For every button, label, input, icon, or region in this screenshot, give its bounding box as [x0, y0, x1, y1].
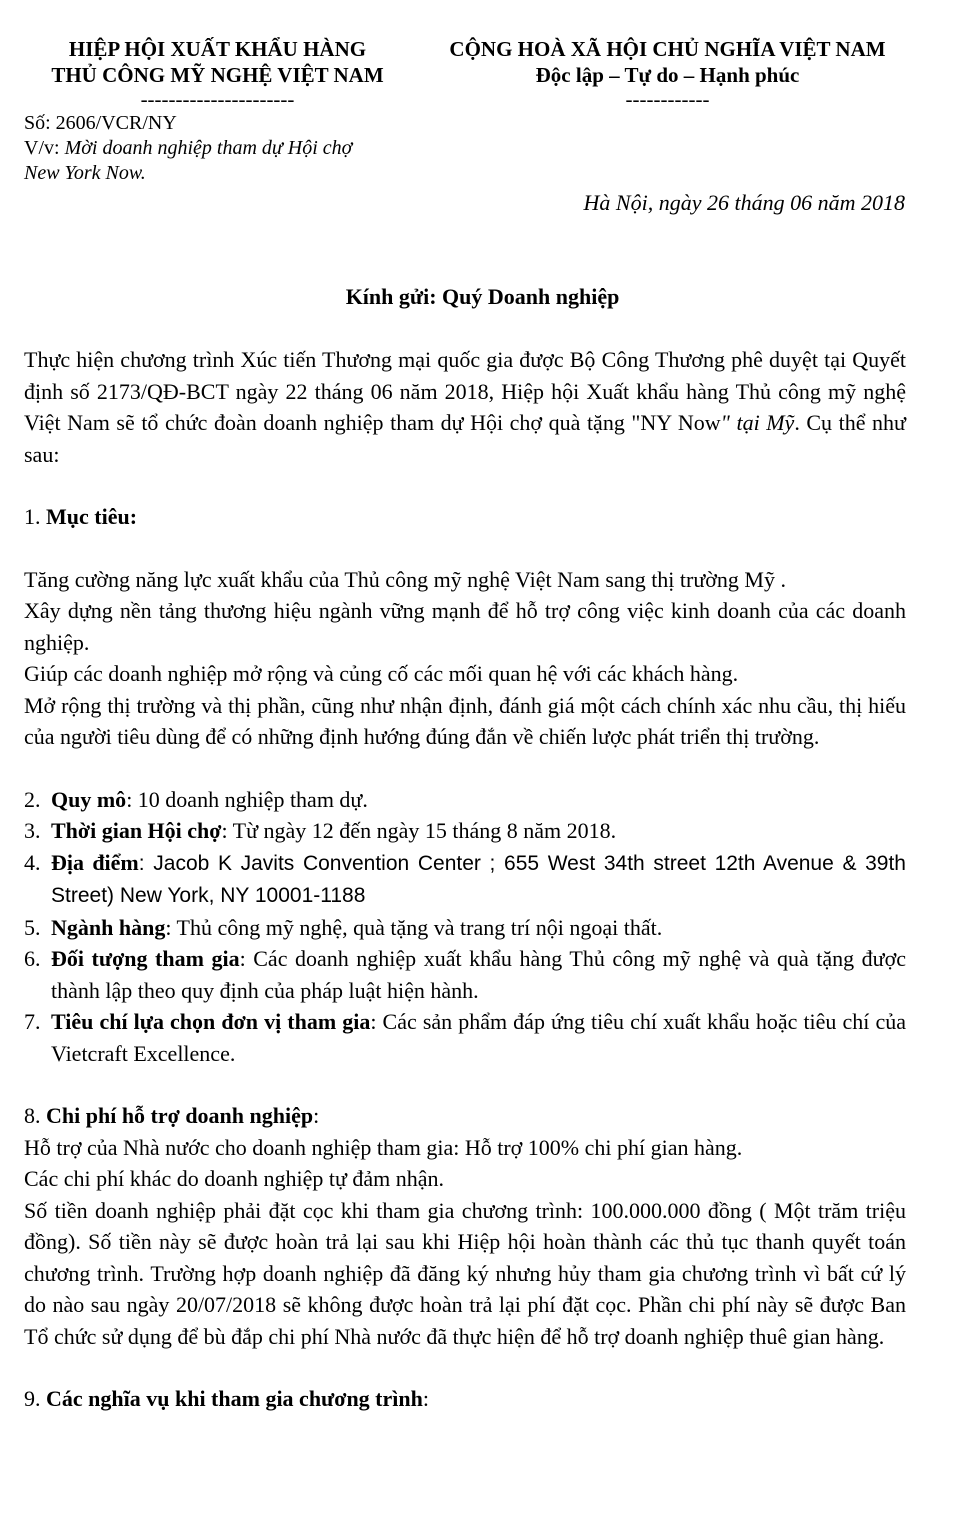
- section-1-heading: [24, 501, 906, 533]
- section-8-colon: :: [313, 1103, 320, 1128]
- document-reference: [24, 111, 352, 186]
- section-1-number: 1.: [24, 504, 46, 529]
- list-item-venue: [24, 847, 906, 912]
- list-item-text: : Jacob K Javits Convention Center ; 655 West 34th street 12th Avenue & 39th Street) New York, NY 10001-1188: [51, 851, 906, 907]
- list-item-participants: [24, 943, 906, 1006]
- list-item-label: Địa điểm: [51, 849, 139, 875]
- section-9-number: 9.: [24, 1386, 46, 1411]
- section-8-title: Chi phí hỗ trợ doanh nghiệp: [46, 1103, 314, 1128]
- list-item-number: 6.: [24, 946, 41, 971]
- organization-header: [25, 36, 410, 110]
- support-item: Các chi phí khác do doanh nghiệp tự đảm nhận.: [24, 1166, 445, 1191]
- section-9-heading: [24, 1383, 906, 1415]
- document-body: [24, 344, 906, 1415]
- list-item-number: 5.: [24, 914, 41, 940]
- list-item-number: 4.: [24, 849, 41, 875]
- list-item-number: 3.: [24, 818, 41, 843]
- header-right-divider: ------------: [625, 87, 710, 111]
- list-item-scale: [24, 784, 906, 816]
- list-item-label: Quy mô: [51, 786, 127, 812]
- goal-item: Tăng cường năng lực xuất khẩu của Thủ công mỹ nghệ Việt Nam sang thị trường Mỹ .: [24, 566, 786, 592]
- list-item-text: : Từ ngày 12 đến ngày 15 tháng 8 năm 2018.: [221, 818, 617, 843]
- intro-italic: " tại Mỹ: [720, 410, 795, 435]
- national-title: CỘNG HOÀ XÃ HỘI CHỦ NGHĨA VIỆT NAM: [449, 37, 886, 61]
- list-item-time: [24, 815, 906, 847]
- list-item-text: : Thủ công mỹ nghệ, quà tặng và trang trí nội ngoại thất.: [165, 914, 663, 940]
- document-number: Số: 2606/VCR/NY: [24, 112, 177, 134]
- salutation: Kính gửi: Quý Doanh nghiệp: [345, 284, 620, 309]
- intro-paragraph: [24, 344, 906, 470]
- list-item-number: 7.: [24, 1009, 41, 1034]
- section-8-heading: [24, 1100, 906, 1132]
- list-item-text: : Các doanh nghiệp xuất khẩu hàng Thủ công mỹ nghệ và quà tặng được thành lập theo quy định của pháp luật hiện hành.: [51, 946, 906, 1003]
- document-date: Hà Nội, ngày 26 tháng 06 năm 2018: [583, 190, 905, 215]
- section-1-title: Mục tiêu:: [46, 504, 138, 529]
- goal-item: Mở rộng thị trường và thị phần, cũng như nhận định, đánh giá một cách chính xác nhu cầu, thị hiếu của người tiêu dùng để có những định hướng đúng đắn về chiến lược phát triển thị trường.: [24, 692, 906, 749]
- list-item-criteria: [24, 1006, 906, 1069]
- subject-prefix: V/v:: [24, 137, 65, 159]
- national-header: [410, 36, 925, 110]
- document-subject: [24, 136, 352, 161]
- intro-text: Thực hiện chương trình Xúc tiến Thương mại quốc gia được Bộ Công Thương phê duyệt tại Quyết định số 2173/QĐ-BCT ngày 22 tháng 06 năm 2018, Hiệp hội Xuất khẩu hàng Thủ công mỹ nghệ Việt Nam sẽ tổ chức đoàn doanh nghiệp tham dự Hội chợ quà tặng "NY Now: [24, 347, 906, 435]
- list-item-label: Thời gian Hội chợ: [51, 818, 222, 843]
- support-item: Số tiền doanh nghiệp phải đặt cọc khi tham gia chương trình: 100.000.000 đồng ( Một trăm triệu đồng). Số tiền này sẽ được hoàn trả lại sau khi Hiệp hội hoàn thành các thủ tục thanh quyết toán chương trình. Trường hợp doanh nghiệp đã đăng ký nhưng hủy tham gia chương trình vì bất cứ lý do nào sau ngày 20/07/2018 sẽ không được hoàn trả lại phí đặt cọc. Phần chi phí này sẽ được Ban Tổ chức sử dụng để bù đắp chi phí Nhà nước đã thực hiện để hỗ trợ doanh nghiệp thuê gian hàng.: [24, 1197, 906, 1349]
- list-item-text: : Các sản phẩm đáp ứng tiêu chí xuất khẩu hoặc tiêu chí của Vietcraft Excellence.: [51, 1009, 906, 1066]
- subject-line2: New York Now.: [24, 162, 146, 184]
- section-9-colon: :: [422, 1386, 429, 1411]
- section-8-number: 8.: [24, 1103, 46, 1128]
- organization-name-line2: THỦ CÔNG MỸ NGHỆ VIỆT NAM: [51, 63, 384, 87]
- section-9-title: Các nghĩa vụ khi tham gia chương trình: [46, 1386, 423, 1411]
- list-item-label: Đối tượng tham gia: [51, 946, 240, 971]
- list-item-text: : 10 doanh nghiệp tham dự.: [126, 786, 368, 812]
- list-item-number: 2.: [24, 786, 41, 812]
- list-item-label: Tiêu chí lựa chọn đơn vị tham gia: [51, 1009, 371, 1034]
- national-motto: Độc lập – Tự do – Hạnh phúc: [535, 63, 800, 87]
- organization-name-line1: HIỆP HỘI XUẤT KHẨU HÀNG: [68, 37, 367, 61]
- list-item-products: [24, 912, 906, 944]
- support-item: Hỗ trợ của Nhà nước cho doanh nghiệp tham gia: Hỗ trợ 100% chi phí gian hàng.: [24, 1134, 743, 1160]
- subject-line1: Mời doanh nghiệp tham dự Hội chợ: [64, 137, 353, 159]
- header-left-divider: ----------------------: [140, 87, 295, 111]
- list-item-label: Ngành hàng: [51, 914, 166, 940]
- goal-item: Xây dựng nền tảng thương hiệu ngành vững mạnh để hỗ trợ công việc kinh doanh của các doanh nghiệp.: [24, 598, 906, 655]
- intro-tail: . Cụ thể như sau:: [24, 410, 906, 467]
- goal-item: Giúp các doanh nghiệp mở rộng và củng cố các mối quan hệ với các khách hàng.: [24, 661, 739, 686]
